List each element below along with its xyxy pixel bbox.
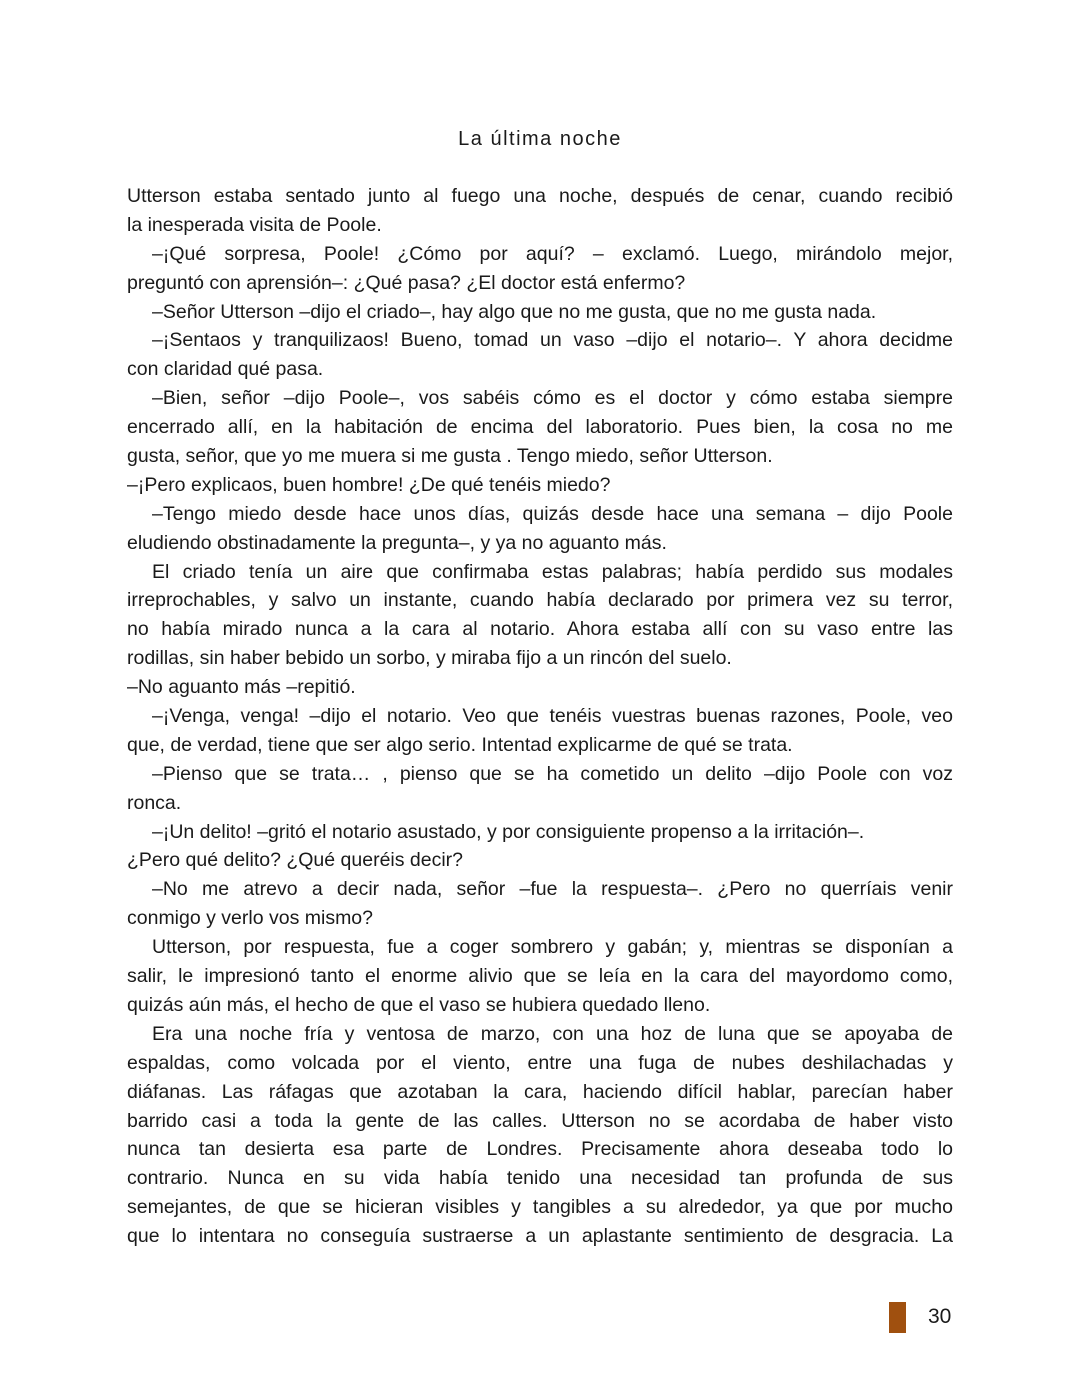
- text-line: irreprochables, y salvo un instante, cuando había declarado por primera vez su terror,: [127, 589, 953, 612]
- text-line: –Pienso que se trata… , pienso que se ha cometido un delito –dijo Poole con voz: [152, 762, 953, 785]
- text-line: quizás aún más, el hecho de que el vaso se hubiera quedado lleno.: [127, 993, 711, 1016]
- text-line: ¿Pero qué delito? ¿Qué queréis decir?: [127, 849, 464, 872]
- text-line: encerrado allí, en la habitación de encima del laboratorio. Pues bien, la cosa no me: [127, 416, 953, 439]
- text-line: Utterson estaba sentado junto al fuego una noche, después de cenar, cuando recibió: [127, 185, 953, 207]
- text-line: conmigo y verlo vos mismo?: [127, 907, 373, 930]
- text-line: –¡Pero explicaos, buen hombre! ¿De qué tenéis miedo?: [127, 473, 611, 496]
- text-line: salir, le impresionó tanto el enorme alivio que se leía en la cara del mayordomo como,: [127, 965, 953, 988]
- text-line: la inesperada visita de Poole.: [127, 213, 382, 236]
- text-line: Utterson, por respuesta, fue a coger sombrero y gabán; y, mientras se disponían a: [152, 936, 953, 959]
- text-line: El criado tenía un aire que confirmaba estas palabras; había perdido sus modales: [152, 560, 953, 583]
- text-line: ronca.: [127, 791, 182, 814]
- text-line: semejantes, de que se hicieran visibles y tangibles a su alrededor, ya que por mucho: [127, 1196, 953, 1219]
- text-line: espaldas, como volcada por el viento, entre una fuga de nubes deshilachadas y: [127, 1051, 953, 1074]
- text-line: –Bien, señor –dijo Poole–, vos sabéis cómo es el doctor y cómo estaba siempre: [152, 387, 953, 410]
- text-line: eludiendo obstinadamente la pregunta–, y ya no aguanto más.: [127, 531, 667, 554]
- text-line: –¡Un delito! –gritó el notario asustado, y por consiguiente propenso a la irritación–.: [152, 820, 865, 843]
- text-line: que, de verdad, tiene que ser algo serio. Intentad explicarme de qué se trata.: [127, 733, 793, 756]
- text-line: barrido casi a toda la gente de las calles. Utterson no se acordaba de haber visto: [127, 1109, 953, 1132]
- text-line: con claridad qué pasa.: [127, 358, 324, 381]
- text-line: –¡Venga, venga! –dijo el notario. Veo que tenéis vuestras buenas razones, Poole, veo: [152, 705, 953, 728]
- chapter-body: [127, 182, 953, 1251]
- text-line: –¡Sentaos y tranquilizaos! Bueno, tomad un vaso –dijo el notario–. Y ahora decidme: [152, 329, 953, 352]
- text-line: gusta, señor, que yo me muera si me gusta . Tengo miedo, señor Utterson.: [127, 445, 773, 468]
- text-line: preguntó con aprensión–: ¿Qué pasa? ¿El doctor está enfermo?: [127, 271, 686, 294]
- text-line: –No aguanto más –repitió.: [127, 676, 356, 699]
- text-line: diáfanas. Las ráfagas que azotaban la cara, haciendo difícil hablar, parecían haber: [127, 1080, 953, 1103]
- text-line: Era una noche fría y ventosa de marzo, con una hoz de luna que se apoyaba de: [152, 1022, 953, 1045]
- text-line: que lo intentara no conseguía sustraerse a un aplastante sentimiento de desgracia. La: [127, 1225, 953, 1248]
- text-line: –¡Qué sorpresa, Poole! ¿Cómo por aquí? – exclamó. Luego, mirándolo mejor,: [152, 242, 953, 265]
- text-line: –Señor Utterson –dijo el criado–, hay algo que no me gusta, que no me gusta nada.: [152, 300, 877, 323]
- chapter-title: La última noche: [458, 128, 622, 150]
- page-number: 30: [928, 1305, 952, 1328]
- text-line: –Tengo miedo desde hace unos días, quizás desde hace una semana – dijo Poole: [152, 502, 953, 525]
- text-line: –No me atrevo a decir nada, señor –fue la respuesta–. ¿Pero no querríais venir: [152, 878, 953, 901]
- page-marker-bar: [889, 1302, 906, 1333]
- text-line: contrario. Nunca en su vida había tenido una necesidad tan profunda de sus: [127, 1167, 953, 1190]
- text-line: no había mirado nunca a la cara al notario. Ahora estaba allí con su vaso entre las: [127, 618, 953, 641]
- text-line: nunca tan desierta esa parte de Londres. Precisamente ahora deseaba todo lo: [127, 1138, 953, 1161]
- text-line: rodillas, sin haber bebido un sorbo, y miraba fijo a un rincón del suelo.: [127, 647, 732, 670]
